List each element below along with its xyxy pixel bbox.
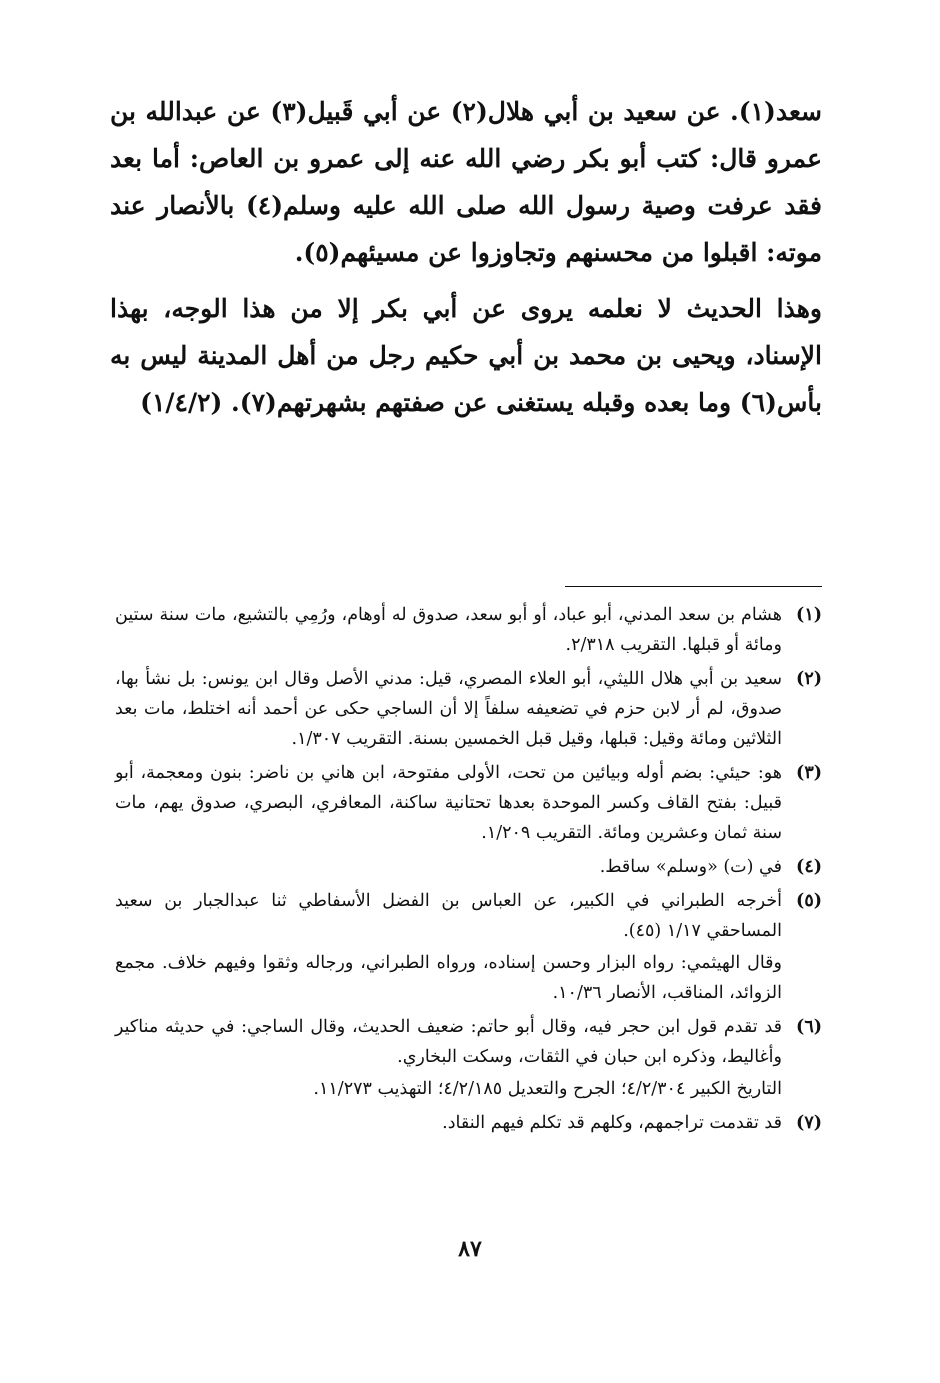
page-number: ٨٧ (458, 1236, 482, 1262)
footnote-text: قد تقدمت تراجمهم، وكلهم قد تكلم فيهم النقاد. (442, 1113, 782, 1133)
footnote-3 (115, 758, 822, 848)
footnote-text: في (ت) «وسلم» ساقط. (599, 857, 782, 877)
footnote-extra-text: وقال الهيثمي: رواه البزار وحسن إسناده، ورواه الطبراني، ورجاله وثقوا وفيهم خلاف. مجمع الزوائد، المناقب، الأنصار ١٠/٣٦. (115, 953, 782, 1003)
footnote-extra-text: التاريخ الكبير ٤/٢/٣٠٤؛ الجرح والتعديل ٤/٢/١٨٥؛ التهذيب ١١/٢٧٣. (313, 1079, 782, 1099)
main-text (110, 88, 822, 435)
footnote-number: (١) (796, 605, 822, 625)
footnote-number: (٣) (796, 763, 822, 783)
footnote-1 (115, 600, 822, 660)
footnote-text: سعيد بن أبي هلال الليثي، أبو العلاء المصري، قيل: مدني الأصل وقال ابن يونس: بل نشأ بها، صدوق، لم أر لابن حزم في تضعيفه سلفاً إلا أن الساجي حكى عن أحمد أنه اختلط، مات بعد الثلاثين ومائة وقيل: قبلها، وقيل قبل الخمسين بسنة. التقريب ١/٣٠٧. (115, 669, 782, 749)
footnote-text: قد تقدم قول ابن حجر فيه، وقال أبو حاتم: ضعيف الحديث، وقال الساجي: في حديثه مناكير وأغاليط، وذكره ابن حبان في الثقات، وسكت البخاري. (115, 1017, 782, 1067)
footnote-number: (٢) (796, 669, 822, 689)
footnote-text: أخرجه الطبراني في الكبير، عن العباس بن الفضل الأسفاطي ثنا عبدالجبار بن سعيد المساحقي ١/١٧ (٤٥). (115, 891, 782, 941)
footnote-4 (115, 852, 822, 882)
footnote-7 (115, 1108, 822, 1138)
footnote-2 (115, 664, 822, 754)
footnote-number: (٥) (796, 891, 822, 911)
footnote-6 (115, 1012, 822, 1104)
main-paragraph-1: سعد(١). عن سعيد بن أبي هلال(٢) عن أبي قَبيل(٣) عن عبدالله بن عمرو قال: كتب أبو بكر رضي الله عنه إلى عمرو بن العاص: أما بعد فقد عرفت وصية رسول الله صلى الله عليه وسلم(٤) بالأنصار عند موته: اقبلوا من محسنهم وتجاوزوا عن مسيئهم(٥). (110, 97, 823, 267)
footnote-number: (٧) (796, 1113, 822, 1133)
footnote-text: هو: حيئي: بضم أوله وبيائين من تحت، الأولى مفتوحة، ابن هاني بن ناضر: بنون ومعجمة، أبو قبيل: بفتح القاف وكسر الموحدة بعدها تحتانية ساكنة، المعافري، البصري، صدوق يهم، مات سنة ثمان وعشرين ومائة. التقريب ١/٢٠٩. (115, 763, 782, 843)
footnote-text: هشام بن سعد المدني، أبو عباد، أو أبو سعد، صدوق له أوهام، ورُمِي بالتشيع، مات سنة ستين ومائة أو قبلها. التقريب ٢/٣١٨. (115, 605, 782, 655)
footnote-number: (٦) (796, 1017, 822, 1037)
footnote-number: (٤) (796, 857, 822, 877)
footnotes (115, 600, 822, 1142)
footnote-divider (565, 586, 822, 587)
footnote-5 (115, 886, 822, 1008)
main-paragraph-2: وهذا الحديث لا نعلمه يروى عن أبي بكر إلا من هذا الوجه، بهذا الإسناد، ويحيى بن محمد بن أبي حكيم رجل من أهل المدينة ليس به بأس(٦) وما بعده وقبله يستغنى عن صفتهم بشهرتهم(٧). (١/٤/٢) (110, 294, 822, 417)
